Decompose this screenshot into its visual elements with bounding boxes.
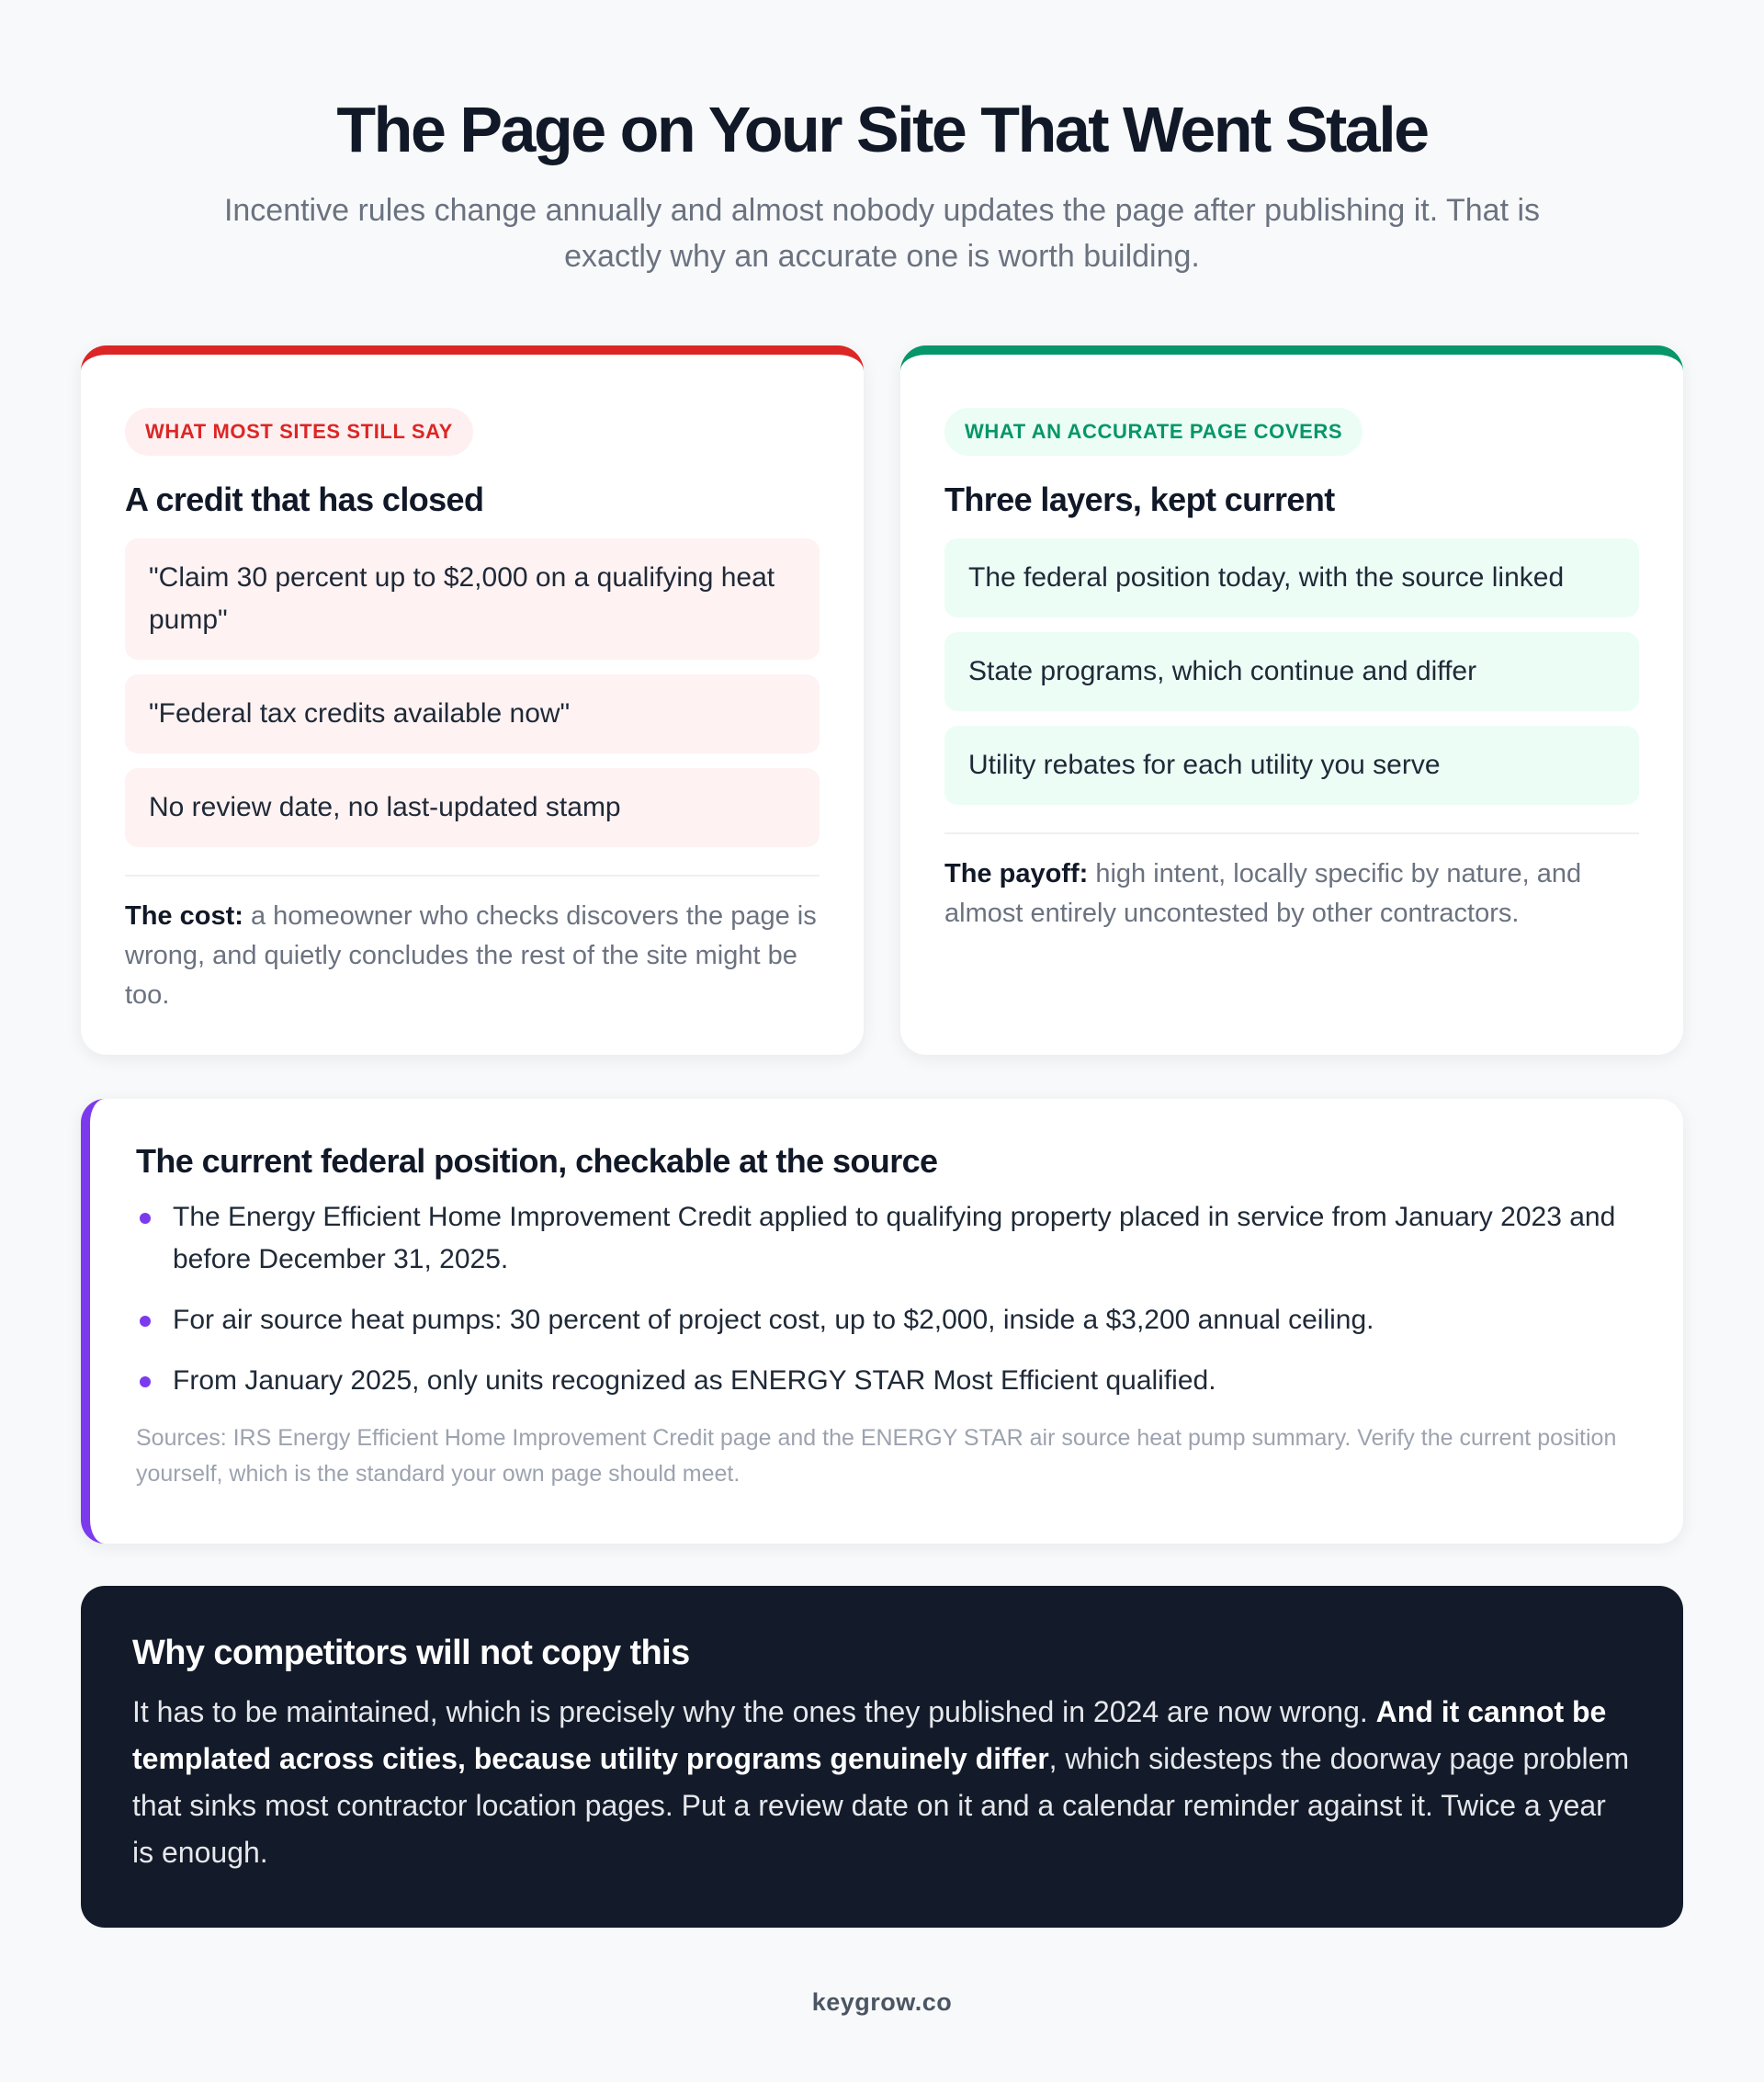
layer-item: The federal position today, with the source linked — [944, 538, 1639, 617]
federal-bullet-text: The Energy Efficient Home Improvement Credit applied to qualifying property placed in service from January 2023 and before December 31, 2025. — [173, 1202, 1616, 1274]
sources-note: Sources: IRS Energy Efficient Home Improvement Credit page and the ENERGY STAR air source heat pump summary. Verify the current position yourself, which is the standard your own page should meet. — [136, 1425, 1617, 1487]
accurate-page-card — [900, 345, 1683, 1055]
federal-bullet — [136, 1360, 1619, 1402]
card-divider — [944, 832, 1639, 834]
why-body-end: , which sidesteps the doorway page problem that sinks most contractor location pages. Put a review date on it and a calendar reminder against it. Twice a year is enough. — [132, 1742, 1630, 1869]
payoff-label: The payoff: — [944, 859, 1089, 888]
card-divider — [125, 875, 820, 877]
footer-brand: keygrow.co — [811, 1988, 953, 2016]
stale-item: "Federal tax credits available now" — [125, 674, 820, 753]
federal-title: The current federal position, checkable at the source — [136, 1142, 938, 1180]
federal-bullet-text: From January 2025, only units recognized as ENERGY STAR Most Efficient qualified. — [173, 1365, 1216, 1396]
page-title: The Page on Your Site That Went Stale — [336, 94, 1428, 165]
why-body — [132, 1689, 1632, 1876]
why-title: Why competitors will not copy this — [132, 1634, 690, 1672]
bullet-dot-icon — [140, 1316, 151, 1327]
page — [81, 0, 1683, 2017]
cost-note — [125, 897, 820, 1015]
federal-bullet-list — [136, 1196, 1619, 1402]
layer-item: State programs, which continue and differ — [944, 632, 1639, 711]
accurate-tag: WHAT AN ACCURATE PAGE COVERS — [944, 408, 1363, 456]
stale-page-card — [81, 345, 864, 1055]
layer-item: Utility rebates for each utility you serve — [944, 726, 1639, 805]
stale-item: No review date, no last-updated stamp — [125, 768, 820, 847]
federal-position-panel — [81, 1099, 1683, 1544]
stale-tag: WHAT MOST SITES STILL SAY — [125, 408, 473, 456]
page-subtitle: Incentive rules change annually and almost nobody updates the page after publishing it. That is exactly why an accurate one is worth building. — [223, 193, 1541, 274]
federal-bullet-text: For air source heat pumps: 30 percent of project cost, up to $2,000, inside a $3,200 annual ceiling. — [173, 1305, 1374, 1335]
bullet-dot-icon — [140, 1213, 151, 1224]
federal-bullet — [136, 1196, 1619, 1281]
accurate-card-title: Three layers, kept current — [944, 481, 1335, 518]
stale-item: "Claim 30 percent up to $2,000 on a qualifying heat pump" — [125, 538, 820, 660]
cost-text: a homeowner who checks discovers the page is wrong, and quietly concludes the rest of the site might be too. — [125, 901, 817, 1010]
why-body-start: It has to be maintained, which is precisely why the ones they published in 2024 are now wrong. — [132, 1695, 1376, 1728]
stale-card-title: A credit that has closed — [125, 481, 484, 518]
bullet-dot-icon — [140, 1376, 151, 1387]
payoff-note — [944, 854, 1639, 934]
federal-bullet — [136, 1299, 1619, 1341]
why-panel — [81, 1586, 1683, 1928]
why-body-bold: And it cannot be templated across cities, because utility programs genuinely differ — [132, 1695, 1607, 1775]
comparison-cards — [81, 345, 1683, 1055]
cost-label: The cost: — [125, 901, 243, 931]
payoff-text: high intent, locally specific by nature, and almost entirely uncontested by other contractors. — [944, 859, 1582, 928]
